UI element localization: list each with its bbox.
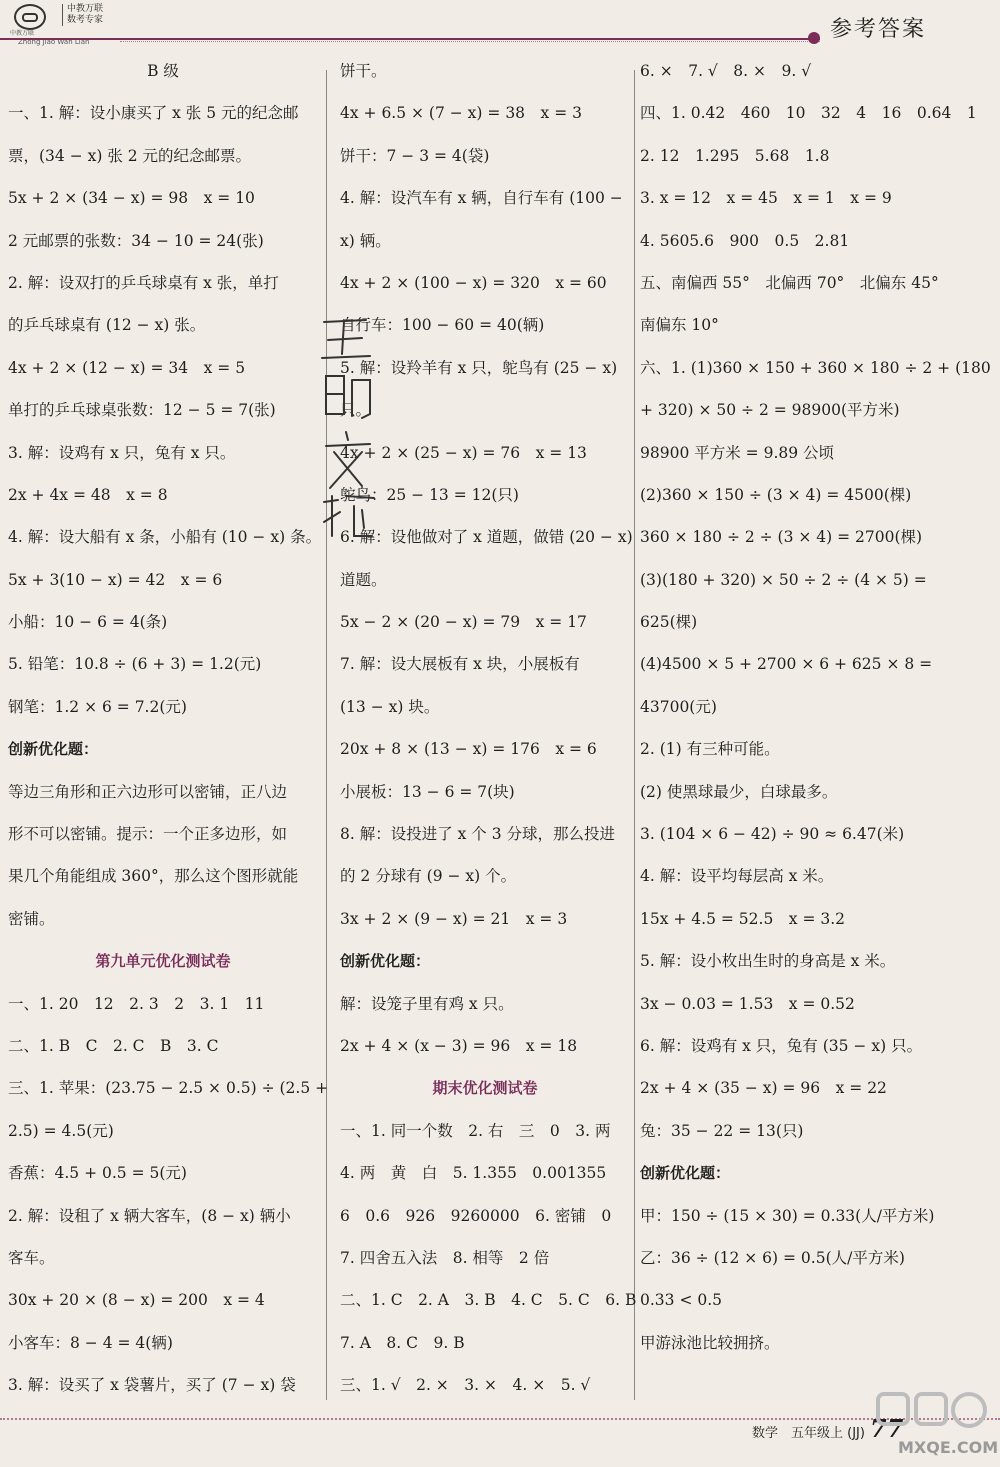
answer-line: 5. 铅笔：10.8 ÷ (6 + 3) = 1.2(元)	[8, 655, 262, 674]
answer-line: 4x + 2 × (12 − x) = 34 x = 5	[8, 358, 246, 377]
answer-column-1	[8, 50, 329, 1407]
answer-line: 等边三角形和正六边形可以密铺，正八边	[8, 782, 288, 801]
answer-line: 4. 解：设汽车有 x 辆，自行车有 (100 −	[340, 189, 623, 208]
watermark-text: MXQE.COM	[898, 1438, 999, 1457]
answer-line: 三、1. 苹果：(23.75 − 2.5 × 0.5) ÷ (2.5 +	[8, 1079, 329, 1098]
answer-line: (2)360 × 150 ÷ (3 × 4) = 4500(棵)	[640, 485, 912, 504]
brand-pinyin: Zhong Jiao Wan Lian	[18, 38, 90, 46]
answer-line: 鸵鸟：25 − 13 = 12(只)	[340, 485, 519, 504]
answer-line: 一、1. 解：设小康买了 x 张 5 元的纪念邮	[8, 104, 299, 123]
answer-line: (3)(180 + 320) × 50 ÷ 2 ÷ (4 × 5) =	[640, 570, 927, 589]
answer-line: 7. 解：设大展板有 x 块，小展板有	[340, 655, 580, 674]
column-divider-2	[634, 70, 635, 1400]
answer-line: 2x + 4x = 48 x = 8	[8, 485, 168, 504]
brand-line-2: 数考专家	[67, 15, 104, 25]
answer-line: 7. 四舍五入法 8. 相等 2 倍	[340, 1248, 550, 1267]
answer-line: 五、南偏西 55° 北偏西 70° 北偏东 45°	[640, 273, 939, 292]
answer-line: + 320) × 50 ÷ 2 = 98900(平方米)	[640, 401, 900, 420]
answer-line: 6 0.6 926 9260000 6. 密铺 0	[340, 1206, 612, 1225]
answer-line: 的乒乓球桌有 (12 − x) 张。	[8, 316, 206, 335]
answer-line: 2. 解：设租了 x 辆大客车，(8 − x) 辆小	[8, 1206, 291, 1225]
answer-line: 6. 解：设鸡有 x 只，兔有 (35 − x) 只。	[640, 1036, 923, 1055]
answer-line: 乙：36 ÷ (12 × 6) = 0.5(人/平方米)	[640, 1248, 905, 1267]
section-heading: 期末优化测试卷	[432, 1079, 538, 1098]
answer-line: 360 × 180 ÷ 2 ÷ (3 × 4) = 2700(棵)	[640, 528, 923, 547]
answer-line: 5x + 2 × (34 − x) = 98 x = 10	[8, 189, 255, 208]
footer-subject: 数学 五年级上 (JJ)	[752, 1426, 865, 1441]
brand	[62, 4, 103, 26]
answer-line: 20x + 8 × (13 − x) = 176 x = 6	[340, 740, 597, 759]
answer-line: 甲游泳池比较拥挤。	[640, 1333, 780, 1352]
answer-line: 3. 解：设鸡有 x 只，兔有 x 只。	[8, 443, 236, 462]
answer-line: 道题。	[340, 570, 387, 589]
answer-line: 3. (104 × 6 − 42) ÷ 90 ≈ 6.47(米)	[640, 825, 905, 844]
answer-line: (13 − x) 块。	[340, 697, 440, 716]
answer-line: 客车。	[8, 1248, 55, 1267]
logo-icon	[14, 4, 46, 30]
answer-line: 7. A 8. C 9. B	[340, 1333, 465, 1352]
answer-line: 15x + 4.5 = 52.5 x = 3.2	[640, 909, 846, 928]
answer-line: 香蕉：4.5 + 0.5 = 5(元)	[8, 1164, 187, 1183]
answer-line: 4x + 2 × (25 − x) = 76 x = 13	[340, 443, 587, 462]
answer-line: 98900 平方米 = 9.89 公顷	[640, 443, 835, 462]
handwritten-scribble	[318, 310, 378, 540]
answer-line: 南偏东 10°	[640, 316, 719, 335]
answer-line: 5. 解：设羚羊有 x 只，鸵鸟有 (25 − x)	[340, 358, 618, 377]
answer-line: 2. 12 1.295 5.68 1.8	[640, 146, 830, 165]
answer-line: 一、1. 20 12 2. 3 2 3. 1 11	[8, 994, 265, 1013]
answer-line: 六、1. (1)360 × 150 + 360 × 180 ÷ 2 + (180	[640, 358, 991, 377]
answer-line: 5. 解：设小枚出生时的身高是 x 米。	[640, 952, 896, 971]
column-divider-1	[326, 70, 327, 1400]
section-heading: 第九单元优化测试卷	[95, 952, 231, 971]
answer-line: 小客车：8 − 4 = 4(辆)	[8, 1333, 173, 1352]
level-heading: B 级	[147, 62, 179, 80]
answer-line: 四、1. 0.42 460 10 32 4 16 0.64 1	[640, 104, 977, 123]
answer-line: 43700(元)	[640, 697, 717, 716]
answer-line: 单打的乒乓球桌张数：12 − 5 = 7(张)	[8, 401, 276, 420]
answer-line: 2 元邮票的张数：34 − 10 = 24(张)	[8, 231, 264, 250]
brand-line-1: 中教万联	[67, 4, 104, 14]
answer-line: 一、1. 同一个数 2. 右 三 0 3. 两	[340, 1121, 611, 1140]
answer-line: 解：设笼子里有鸡 x 只。	[340, 994, 514, 1013]
header-rule-dotted	[120, 41, 820, 42]
answer-line: 6. 解：设他做对了 x 道题，做错 (20 − x)	[340, 528, 633, 547]
answer-line: 4x + 2 × (100 − x) = 320 x = 60	[340, 273, 607, 292]
answer-line: 果几个角能组成 360°，那么这个图形就能	[8, 867, 299, 886]
answer-line: 钢笔：1.2 × 6 = 7.2(元)	[8, 697, 187, 716]
answer-line: 二、1. B C 2. C B 3. C	[8, 1036, 219, 1055]
answer-line: 票，(34 − x) 张 2 元的纪念邮票。	[8, 146, 252, 165]
page-header	[0, 0, 1000, 48]
answer-line: 3. x = 12 x = 45 x = 1 x = 9	[640, 189, 892, 208]
answer-line: 2.5) = 4.5(元)	[8, 1121, 114, 1140]
page-title: 参考答案	[830, 17, 927, 42]
answer-line: 3x + 2 × (9 − x) = 21 x = 3	[340, 909, 568, 928]
header-dot-icon	[808, 32, 820, 44]
answer-column-3	[640, 50, 995, 1364]
answer-line: 的 2 分球有 (9 − x) 个。	[340, 867, 517, 886]
answer-line: 30x + 20 × (8 − x) = 200 x = 4	[8, 1291, 265, 1310]
answer-line: (4)4500 × 5 + 2700 × 6 + 625 × 8 =	[640, 655, 933, 674]
section-label: 创新优化题：	[340, 952, 431, 971]
answer-line: 只。	[340, 401, 372, 420]
answer-line: (2) 使黑球最少，白球最多。	[640, 782, 838, 801]
answer-line: x) 辆。	[340, 231, 391, 250]
answer-line: 甲：150 ÷ (15 × 30) = 0.33(人/平方米)	[640, 1206, 935, 1225]
logo-text: 中教万联	[10, 30, 35, 37]
answer-column-2	[340, 50, 637, 1407]
answer-line: 4. 解：设平均每层高 x 米。	[640, 867, 834, 886]
answer-line: 三、1. √ 2. × 3. × 4. × 5. √	[340, 1376, 591, 1395]
section-label: 创新优化题：	[8, 740, 99, 759]
answer-line: 4. 解：设大船有 x 条，小船有 (10 − x) 条。	[8, 528, 322, 547]
answer-line: 5x − 2 × (20 − x) = 79 x = 17	[340, 613, 587, 632]
header-rule	[0, 38, 820, 40]
answer-line: 2x + 4 × (35 − x) = 96 x = 22	[640, 1079, 887, 1098]
answer-line: 625(棵)	[640, 613, 698, 632]
answer-line: 4. 5605.6 900 0.5 2.81	[640, 231, 850, 250]
footer-rule	[0, 1418, 1000, 1420]
answer-line: 小展板：13 − 6 = 7(块)	[340, 782, 515, 801]
answer-line: 0.33 < 0.5	[640, 1291, 723, 1310]
answer-line: 饼干。	[340, 62, 387, 80]
answer-line: 3x − 0.03 = 1.53 x = 0.52	[640, 994, 855, 1013]
answer-line: 8. 解：设投进了 x 个 3 分球，那么投进	[340, 825, 616, 844]
answer-line: 2. 解：设双打的乒乓球桌有 x 张，单打	[8, 273, 279, 292]
answer-line: 饼干：7 − 3 = 4(袋)	[340, 146, 490, 165]
answer-line: 4. 两 黄 白 5. 1.355 0.001355	[340, 1164, 607, 1183]
page-number: 77	[870, 1414, 904, 1443]
answer-line: 6. × 7. √ 8. × 9. √	[640, 62, 812, 80]
answer-line: 2. (1) 有三种可能。	[640, 740, 780, 759]
answer-line: 二、1. C 2. A 3. B 4. C 5. C 6. B	[340, 1291, 637, 1310]
answer-line: 4x + 6.5 × (7 − x) = 38 x = 3	[340, 104, 582, 123]
answer-line: 密铺。	[8, 909, 55, 928]
answer-line: 5x + 3(10 − x) = 42 x = 6	[8, 570, 223, 589]
answer-line: 形不可以密铺。提示：一个正多边形，如	[8, 825, 288, 844]
answer-line: 小船：10 − 6 = 4(条)	[8, 613, 168, 632]
answer-line: 自行车：100 − 60 = 40(辆)	[340, 316, 545, 335]
section-label: 创新优化题：	[640, 1164, 731, 1183]
answer-line: 兔：35 − 22 = 13(只)	[640, 1121, 804, 1140]
answer-line: 3. 解：设买了 x 袋薯片，买了 (7 − x) 袋	[8, 1376, 296, 1395]
answer-line: 2x + 4 × (x − 3) = 96 x = 18	[340, 1036, 578, 1055]
